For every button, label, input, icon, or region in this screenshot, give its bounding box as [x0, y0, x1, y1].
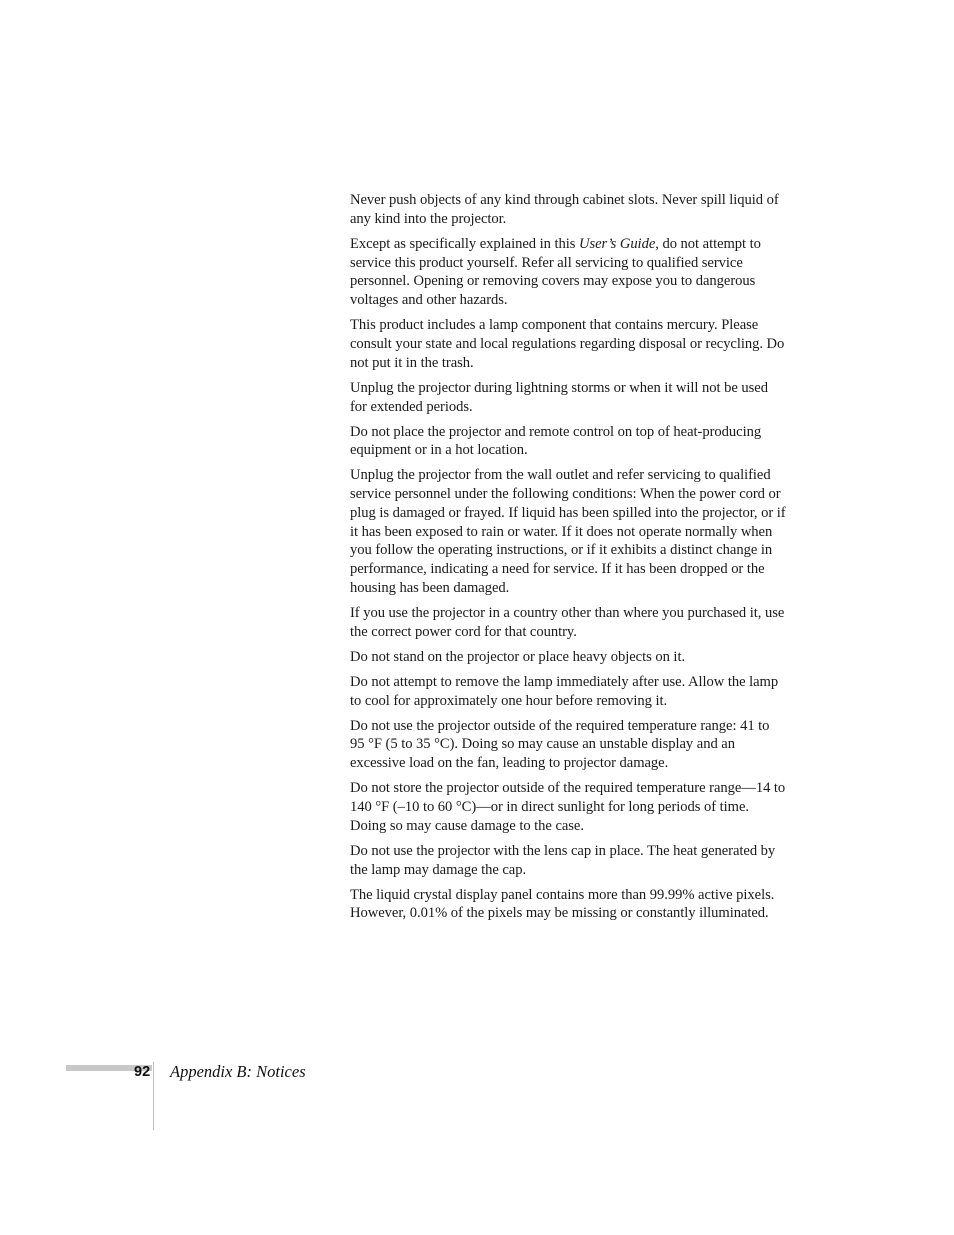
paragraph-operating-temperature: Do not use the projector outside of the required temperature range: 41 to 95 °F (5 to 35 °C). Doing so may cause an unstable display and an excessive load on the fan, leading to projector damage.	[350, 717, 770, 772]
paragraph-heat-producing: Do not place the projector and remote control on top of heat-producing equipment or in a hot location.	[350, 423, 762, 459]
page-number: 92	[134, 1064, 151, 1080]
paragraph-heavy-objects: Do not stand on the projector or place heavy objects on it.	[350, 648, 686, 665]
paragraph-lens-cap: Do not use the projector with the lens cap in place. The heat generated by the lamp may damage the cap.	[350, 842, 776, 878]
paragraph-servicing	[350, 235, 786, 310]
paragraph-lcd-pixels: The liquid crystal display panel contains more than 99.99% active pixels. However, 0.01% of the pixels may be missing or constantly illuminated.	[350, 886, 775, 922]
footer-divider	[153, 1062, 154, 1130]
paragraph-lightning: Unplug the projector during lightning storms or when it will not be used for extended periods.	[350, 379, 768, 415]
paragraph-storage-temperature: Do not store the projector outside of the required temperature range—14 to 140 °F (–10 to 60 °C)—or in direct sunlight for long periods of time. Doing so may cause damage to the case.	[350, 780, 786, 834]
servicing-text-before: Except as specifically explained in this	[350, 235, 579, 252]
notices-body	[350, 191, 786, 929]
users-guide-emphasis: User’s Guide	[578, 235, 656, 252]
servicing-text-after: , do not attempt to service this product yourself. Refer all servicing to qualified service personnel. Opening or removing covers may expose you to dangerous voltages and other hazards.	[350, 235, 761, 309]
paragraph-mercury: This product includes a lamp component that contains mercury. Please consult your state and local regulations regarding disposal or recycling. Do not put it in the trash.	[350, 317, 785, 371]
footer-section-title: Appendix B: Notices	[170, 1062, 306, 1081]
paragraph-unplug-conditions: Unplug the projector from the wall outlet and refer servicing to qualified service personnel under the following conditions: When the power cord or plug is damaged or frayed. If liquid has been spilled into the projector, or if it has been exposed to rain or water. If it does not operate normally when you follow the operating instructions, or if it exhibits a distinct change in performance, indicating a need for service. If it has been dropped or the housing has been damaged.	[350, 467, 786, 597]
paragraph-lamp-cooling: Do not attempt to remove the lamp immediately after use. Allow the lamp to cool for approximately one hour before removing it.	[350, 673, 779, 709]
paragraph-objects-liquid: Never push objects of any kind through cabinet slots. Never spill liquid of any kind into the projector.	[350, 192, 779, 227]
paragraph-power-cord: If you use the projector in a country other than where you purchased it, use the correct power cord for that country.	[350, 605, 785, 640]
